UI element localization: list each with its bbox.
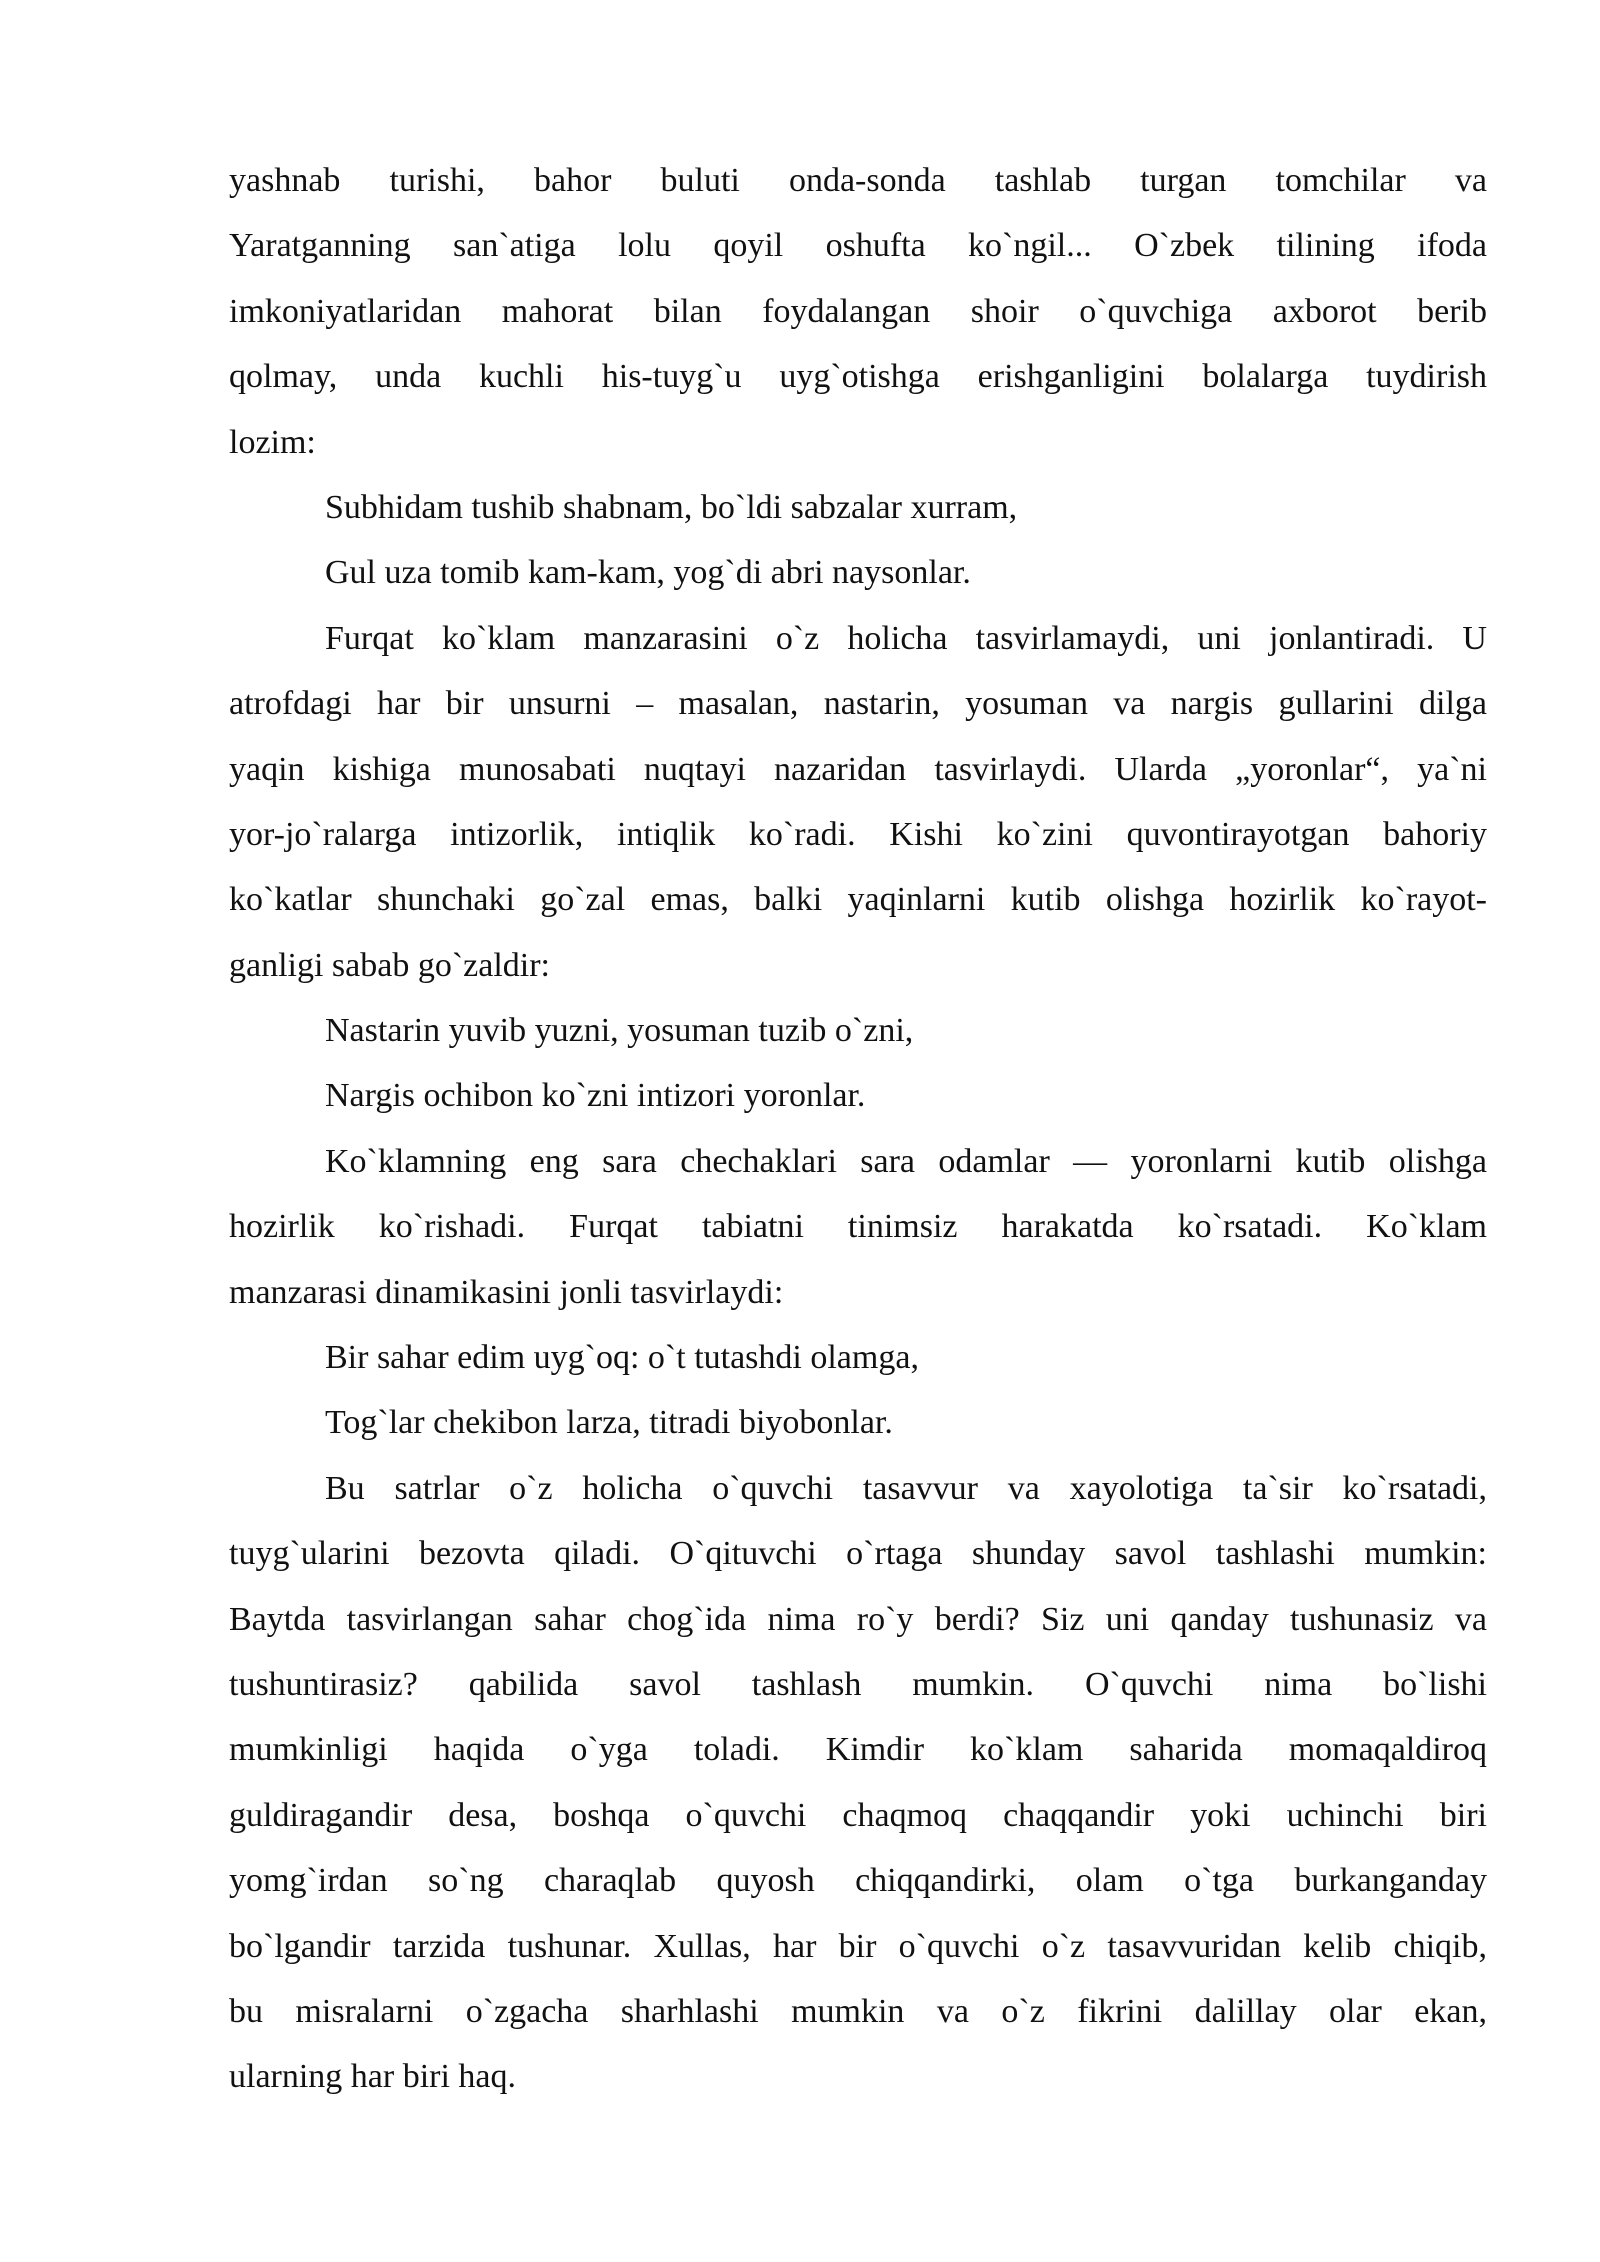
text-line: ularning har biri haq. — [229, 2058, 517, 2096]
verse-line: Gul uza tomib kam-kam, yog`di abri naysonlar. — [325, 554, 971, 592]
text-line: lozim: — [229, 423, 316, 461]
text-line: bu misralarni o`zgacha sharhlashi mumkin va o`z fikrini dalillay olar ekan, — [229, 1992, 1487, 2030]
verse-line: Nargis ochibon ko`zni intizori yoronlar. — [325, 1077, 866, 1115]
text-line: yor-jo`ralarga intizorlik, intiqlik ko`radi. Kishi ko`zini quvontirayotgan bahoriy — [229, 815, 1487, 853]
text-line: tushuntirasiz? qabilida savol tashlash mumkin. O`quvchi nima bo`lishi — [229, 1665, 1487, 1703]
text-line: bo`lgandir tarzida tushunar. Xullas, har bir o`quvchi o`z tasavvuridan kelib chiqib, — [229, 1927, 1487, 1965]
text-line: guldiragandir desa, boshqa o`quvchi chaqmoq chaqqandir yoki uchinchi biri — [229, 1796, 1487, 1834]
text-line: atrofdagi har bir unsurni – masalan, nastarin, yosuman va nargis gullarini dilga — [229, 685, 1487, 723]
verse-line: Tog`lar chekibon larza, titradi biyobonlar. — [325, 1404, 893, 1442]
text-line: mumkinligi haqida o`yga toladi. Kimdir ko`klam saharida momaqaldiroq — [229, 1731, 1487, 1769]
paragraph-first-line: Ko`klamning eng sara chechaklari sara odamlar — yoronlarni kutib olishga — [325, 1142, 1487, 1180]
text-line: tuyg`ularini bezovta qiladi. O`qituvchi o`rtaga shunday savol tashlashi mumkin: — [229, 1535, 1487, 1573]
text-line: ko`katlar shunchaki go`zal emas, balki yaqinlarni kutib olishga hozirlik ko`rayot- — [229, 881, 1487, 919]
text-line: ganligi sabab go`zaldir: — [229, 946, 551, 984]
text-line: hozirlik ko`rishadi. Furqat tabiatni tinimsiz harakatda ko`rsatadi. Ko`klam — [229, 1208, 1487, 1246]
paragraph-first-line: Furqat ko`klam manzarasini o`z holicha tasvirlamaydi, uni jonlantiradi. U — [325, 619, 1487, 657]
document-page — [229, 148, 1487, 2110]
text-line: yaqin kishiga munosabati nuqtayi nazaridan tasvirlaydi. Ularda „yoronlar“, ya`ni — [229, 750, 1487, 788]
text-line: imkoniyatlaridan mahorat bilan foydalangan shoir o`quvchiga axborot berib — [229, 292, 1487, 330]
text-line: qolmay, unda kuchli his-tuyg`u uyg`otishga erishganligini bolalarga tuydirish — [229, 358, 1487, 396]
text-line: Yaratganning san`atiga lolu qoyil oshufta ko`ngil... O`zbek tilining ifoda — [229, 227, 1487, 265]
verse-line: Bir sahar edim uyg`oq: o`t tutashdi olamga, — [325, 1339, 919, 1377]
paragraph-first-line: Bu satrlar o`z holicha o`quvchi tasavvur va xayolotiga ta`sir ko`rsatadi, — [325, 1469, 1487, 1507]
verse-line: Nastarin yuvib yuzni, yosuman tuzib o`zni, — [325, 1012, 914, 1050]
text-line: yashnab turishi, bahor buluti onda-sonda tashlab turgan tomchilar va — [229, 162, 1487, 199]
text-line: manzarasi dinamikasini jonli tasvirlaydi: — [229, 1273, 784, 1311]
verse-line: Subhidam tushib shabnam, bo`ldi sabzalar xurram, — [325, 488, 1018, 526]
text-line: yomg`irdan so`ng charaqlab quyosh chiqqandirki, olam o`tga burkanganday — [229, 1862, 1487, 1900]
text-line: Baytda tasvirlangan sahar chog`ida nima ro`y berdi? Siz uni qanday tushunasiz va — [229, 1600, 1487, 1638]
